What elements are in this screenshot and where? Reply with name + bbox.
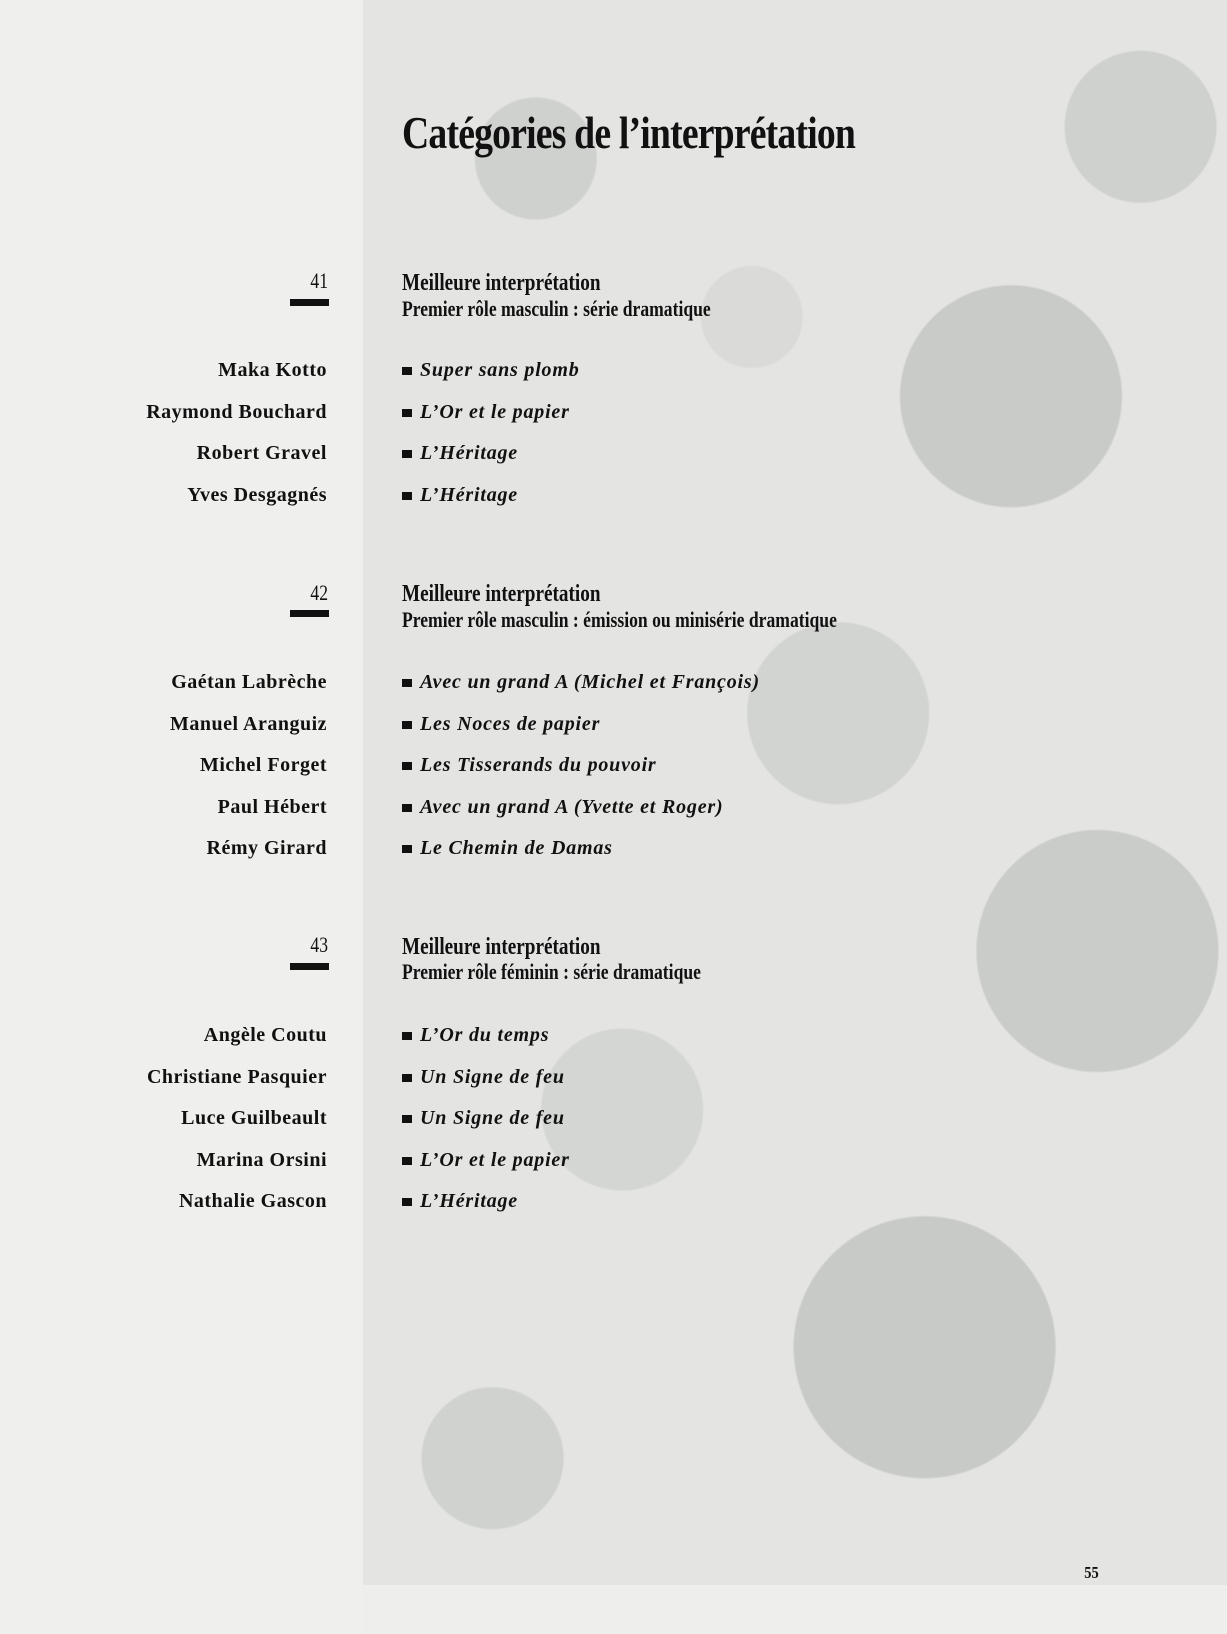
nominee-work: L’Or du temps <box>402 1024 549 1047</box>
category-marker-bar <box>290 963 329 970</box>
category-number: 43 <box>310 932 328 957</box>
category-title: Meilleure interprétation <box>402 270 601 296</box>
nominee-name: Angèle Coutu <box>203 1024 327 1046</box>
page-title: Catégories de l’interprétation <box>402 107 856 158</box>
nominee-name: Marina Orsini <box>196 1149 327 1171</box>
bullet-square-icon <box>402 762 412 770</box>
nominee-name: Yves Desgagnés <box>187 484 327 506</box>
category-subtitle: Premier rôle masculin : série dramatique <box>402 296 711 321</box>
category-subtitle: Premier rôle féminin : série dramatique <box>402 959 701 984</box>
background-texture <box>363 0 1227 1585</box>
category-number: 41 <box>310 268 328 293</box>
category-number: 42 <box>310 580 328 605</box>
nominee-work: Les Noces de papier <box>402 713 600 736</box>
nominee-name: Raymond Bouchard <box>146 401 327 423</box>
nominee-work: Un Signe de feu <box>402 1066 565 1089</box>
nominee-work: Un Signe de feu <box>402 1107 565 1130</box>
nominee-name: Luce Guilbeault <box>181 1107 327 1129</box>
nominee-work: L’Héritage <box>402 484 518 507</box>
nominee-work: Les Tisserands du pouvoir <box>402 754 657 777</box>
nominee-name: Rémy Girard <box>206 837 327 859</box>
nominee-work: Avec un grand A (Yvette et Roger) <box>402 796 723 819</box>
nominee-work: L’Or et le papier <box>402 401 570 424</box>
bullet-square-icon <box>402 492 412 500</box>
nominee-work: L’Héritage <box>402 442 518 465</box>
bullet-square-icon <box>402 1157 412 1165</box>
nominee-name: Manuel Aranguiz <box>170 713 327 735</box>
nominee-work: L’Or et le papier <box>402 1149 570 1172</box>
nominee-work: Avec un grand A (Michel et François) <box>402 671 760 694</box>
category-title: Meilleure interprétation <box>402 934 601 960</box>
bullet-square-icon <box>402 1074 412 1082</box>
nominee-name: Gaétan Labrèche <box>171 671 327 693</box>
nominee-name: Christiane Pasquier <box>146 1066 327 1088</box>
nominee-work: Super sans plomb <box>402 359 580 382</box>
nominee-name: Maka Kotto <box>218 359 327 381</box>
nominee-name: Nathalie Gascon <box>178 1190 327 1212</box>
nominee-work: Le Chemin de Damas <box>402 837 613 860</box>
category-marker-bar <box>290 299 329 306</box>
nominee-name: Michel Forget <box>200 754 327 776</box>
nominee-name: Paul Hébert <box>217 796 327 818</box>
bullet-square-icon <box>402 845 412 853</box>
bullet-square-icon <box>402 450 412 458</box>
bullet-square-icon <box>402 367 412 375</box>
page-number: 55 <box>1084 1563 1099 1582</box>
bullet-square-icon <box>402 1032 412 1040</box>
bullet-square-icon <box>402 1198 412 1206</box>
bullet-square-icon <box>402 721 412 729</box>
category-marker-bar <box>290 610 329 617</box>
bullet-square-icon <box>402 1115 412 1123</box>
bullet-square-icon <box>402 804 412 812</box>
nominee-work: L’Héritage <box>402 1190 518 1213</box>
bullet-square-icon <box>402 409 412 417</box>
category-subtitle: Premier rôle masculin : émission ou minisérie dramatique <box>402 607 837 632</box>
nominee-name: Robert Gravel <box>196 442 327 464</box>
category-title: Meilleure interprétation <box>402 581 601 607</box>
bullet-square-icon <box>402 679 412 687</box>
